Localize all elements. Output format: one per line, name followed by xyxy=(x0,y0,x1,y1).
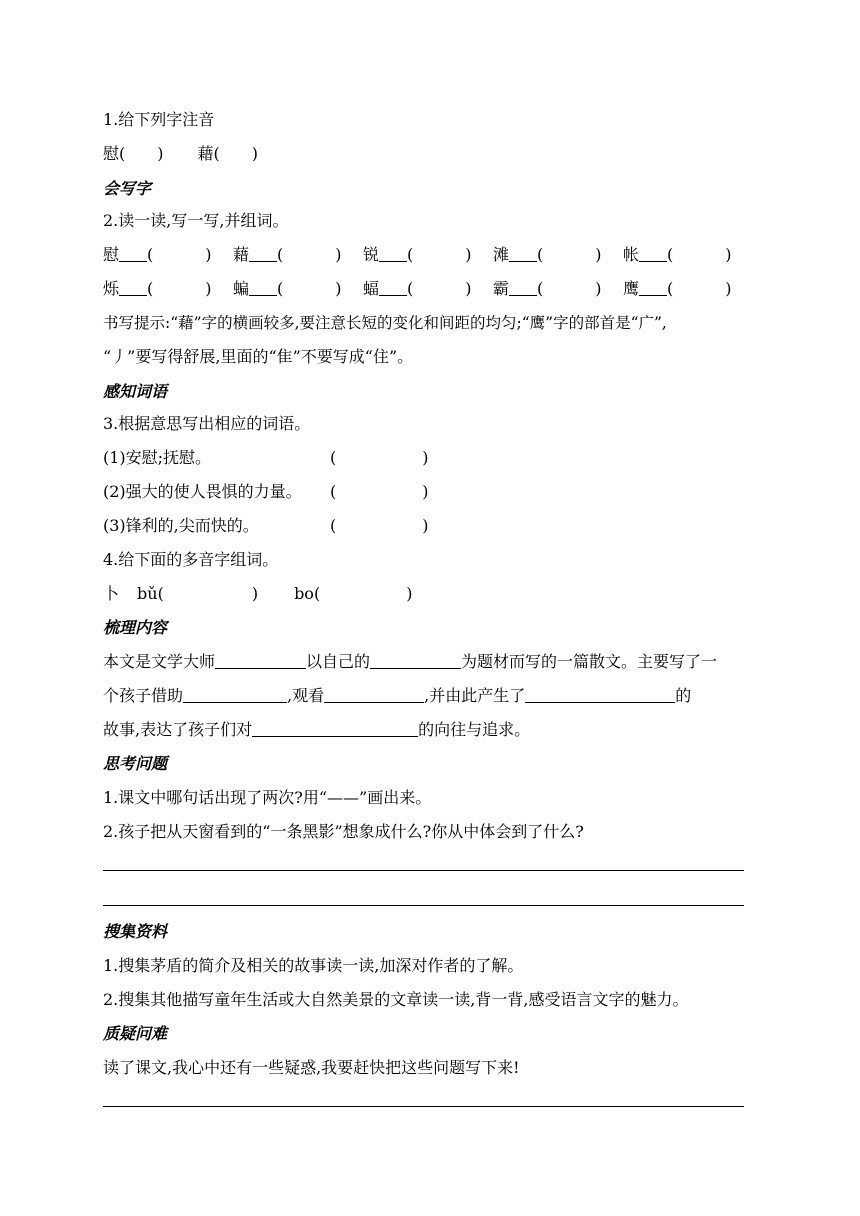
fill-blank[interactable] xyxy=(324,686,424,703)
section-heading-collect: 搜集资料 xyxy=(103,922,168,941)
answer-line[interactable] xyxy=(103,1106,744,1107)
section-heading-write: 会写字 xyxy=(103,179,152,198)
meaning-answer-2[interactable]: ( ) xyxy=(330,482,429,501)
fill-blank[interactable] xyxy=(370,652,461,669)
section-heading-doubt: 质疑问难 xyxy=(103,1024,168,1043)
fill-blank[interactable] xyxy=(252,720,418,737)
collect-item-1: 1.搜集茅盾的简介及相关的故事读一读,加深对作者的了解。 xyxy=(103,956,524,975)
write-blank[interactable] xyxy=(509,279,537,296)
section-heading-think: 思考问题 xyxy=(103,754,168,773)
write-blank[interactable] xyxy=(249,245,277,262)
question-3: 3.根据意思写出相应的词语。 xyxy=(103,414,311,433)
char-wei-blank[interactable]: ( ) xyxy=(119,144,164,163)
pinyin-chars-row xyxy=(103,143,258,165)
question-1-pinyin: 1.给下列字注音 xyxy=(103,110,215,129)
write-blank[interactable] xyxy=(119,279,147,296)
answer-line[interactable] xyxy=(103,905,744,906)
think-question-1: 1.课文中哪句话出现了两次?用“——”画出来。 xyxy=(103,788,432,807)
write-cell: 锐 ( ) xyxy=(363,245,472,264)
char-jie: 藉 xyxy=(197,144,214,163)
char-wei: 慰 xyxy=(103,144,120,163)
pinyin-bu: bǔ xyxy=(137,584,158,603)
write-row-1 xyxy=(103,244,763,266)
content-line-2: 个孩子借助 ,观看 ,并由此产生了 的 xyxy=(103,686,692,705)
section-heading-words: 感知词语 xyxy=(103,382,168,401)
writing-tip-line-1: 书写提示:“藉”字的横画较多,要注意长短的变化和间距的均匀;“鹰”字的部首是“广”, xyxy=(103,314,667,332)
write-cell: 慰 ( ) xyxy=(103,245,212,264)
polyphone-char: 卜 xyxy=(103,584,120,603)
write-blank[interactable] xyxy=(379,245,407,262)
think-question-2: 2.孩子把从天窗看到的“一条黑影”想象成什么?你从中体会到了什么? xyxy=(103,822,584,841)
write-cell: 霸 ( ) xyxy=(493,279,602,298)
write-char: 锐 xyxy=(363,245,380,264)
write-blank[interactable] xyxy=(639,279,667,296)
write-blank[interactable] xyxy=(639,245,667,262)
doubt-text: 读了课文,我心中还有一些疑惑,我要赶快把这些问题写下来! xyxy=(103,1058,520,1077)
fill-blank[interactable] xyxy=(525,686,675,703)
write-char: 蝠 xyxy=(363,279,380,298)
write-cell: 蝙 ( ) xyxy=(233,279,342,298)
write-cell: 滩 ( ) xyxy=(493,245,602,264)
write-char: 慰 xyxy=(103,245,120,264)
write-cell: 蝠 ( ) xyxy=(363,279,472,298)
write-cell: 帐 ( ) xyxy=(623,245,732,264)
write-blank[interactable] xyxy=(119,245,147,262)
pinyin-bo: bo xyxy=(294,584,314,603)
meaning-answer-1[interactable]: ( ) xyxy=(330,448,429,467)
writing-tip-line-2: “丿”要写得舒展,里面的“隹”不要写成“住”。 xyxy=(103,347,414,366)
answer-line[interactable] xyxy=(103,870,744,871)
write-cell: 鹰 ( ) xyxy=(623,279,732,298)
write-cell: 藉 ( ) xyxy=(233,245,342,264)
meaning-item-1: (1)安慰;抚慰。 xyxy=(103,448,212,467)
collect-item-2: 2.搜集其他描写童年生活或大自然美景的文章读一读,背一背,感受语言文字的魅力。 xyxy=(103,990,689,1009)
content-line-1: 本文是文学大师 以自己的 为题材而写的一篇散文。主要写了一 xyxy=(103,652,718,671)
write-char: 霸 xyxy=(493,279,510,298)
polyphone-row: 卜 bǔ( ) bo( ) xyxy=(103,584,413,603)
meaning-item-2: (2)强大的使人畏惧的力量。 xyxy=(103,482,302,501)
char-jie-blank[interactable]: ( ) xyxy=(213,144,259,163)
section-heading-content: 梳理内容 xyxy=(103,618,168,637)
question-2: 2.读一读,写一写,并组词。 xyxy=(103,211,289,230)
fill-blank[interactable] xyxy=(183,686,287,703)
write-char: 滩 xyxy=(493,245,510,264)
write-cell: 烁 ( ) xyxy=(103,279,212,298)
write-blank[interactable] xyxy=(379,279,407,296)
write-char: 烁 xyxy=(103,279,120,298)
write-blank[interactable] xyxy=(509,245,537,262)
meaning-answer-3[interactable]: ( ) xyxy=(330,516,429,535)
write-blank[interactable] xyxy=(249,279,277,296)
write-char: 鹰 xyxy=(623,279,640,298)
write-row-2 xyxy=(103,278,763,300)
question-4: 4.给下面的多音字组词。 xyxy=(103,550,279,569)
write-char: 蝙 xyxy=(233,279,250,298)
fill-blank[interactable] xyxy=(215,652,306,669)
content-line-3: 故事,表达了孩子们对 的向往与追求。 xyxy=(103,720,531,739)
write-char: 藉 xyxy=(233,245,250,264)
meaning-item-3: (3)锋利的,尖而快的。 xyxy=(103,516,259,535)
write-char: 帐 xyxy=(623,245,640,264)
